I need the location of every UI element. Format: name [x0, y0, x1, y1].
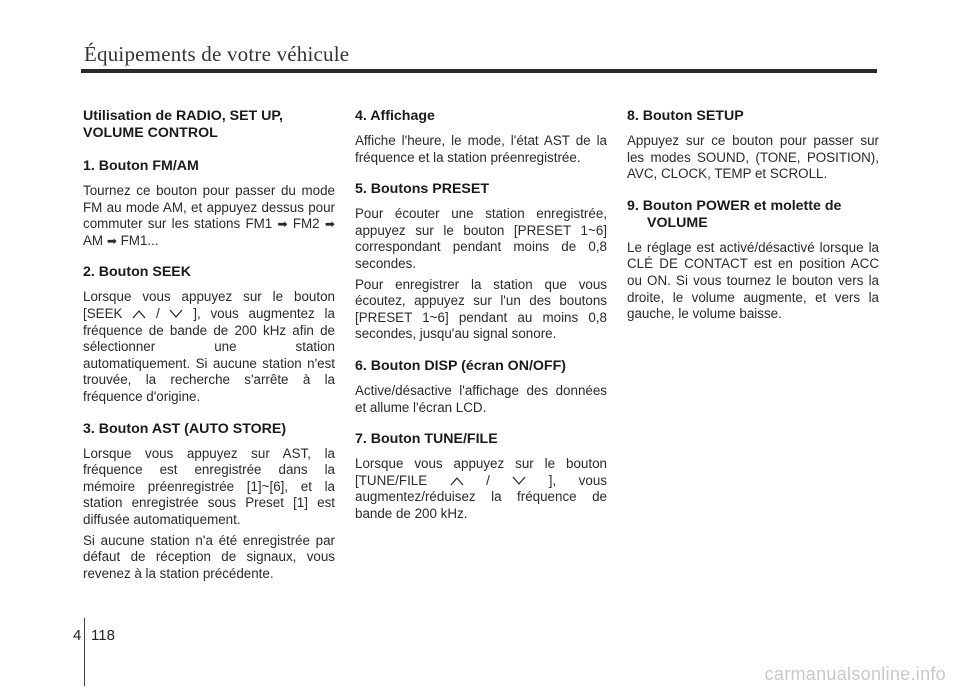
paragraph-disp: Active/désactive l'affichage des données et allume l'écran LCD.	[355, 382, 607, 415]
header-rule	[81, 69, 877, 73]
tune-text-c: ], vous augmentez/réduisez la fréquence de bande de 200 kHz.	[355, 472, 607, 521]
seek-text-a: Lorsque vous appuyez sur le bouton [SEEK	[83, 289, 335, 321]
section-tune	[355, 431, 607, 522]
power-title-line-1: 9. Bouton POWER et molette de	[627, 197, 842, 214]
watermark: carmanualsonline.info	[764, 664, 946, 684]
tune-text-a: Lorsque vous appuyez sur le bouton [TUNE/FILE	[355, 456, 607, 488]
paragraph-display: Affiche l'heure, le mode, l'état AST de la fréquence et la station préenregistrée.	[355, 133, 607, 165]
seek-slash: /	[155, 305, 160, 321]
section-setup	[627, 108, 879, 183]
paragraph-power: Le réglage est activé/désactivé lorsque la CLÉ DE CONTACT est en position ACC ou ON. Si vous tournez le bouton vers la droite, le volume augmente, et vers la gauche, le volume baisse.	[627, 239, 879, 322]
paragraph-fm-am	[83, 183, 335, 249]
footer-divider	[84, 618, 85, 686]
chevron-up-icon	[450, 476, 464, 486]
column-1	[83, 108, 335, 597]
power-title-line-2: VOLUME	[647, 214, 708, 231]
fm-am-text-d: FM1...	[120, 232, 159, 248]
paragraph-setup: Appuyez sur ce bouton pour passer sur les modes SOUND, (TONE, POSITION), AVC, CLOCK, TEMP et SCROLL.	[627, 133, 879, 182]
fm-am-text-a: Tournez ce bouton pour passer du mode FM au mode AM, et appuyez dessus pour commuter sur les stations FM1	[83, 183, 335, 232]
fm-am-text-b: FM2	[292, 216, 320, 232]
chevron-up-icon	[132, 309, 146, 319]
right-arrow-icon: ➡	[277, 217, 288, 232]
chapter-number: 4	[73, 627, 82, 644]
chevron-down-icon	[512, 476, 526, 486]
section-title-preset: 5. Boutons PRESET	[355, 181, 490, 198]
main-title-line-1: Utilisation de RADIO, SET UP,	[83, 108, 283, 124]
page-number: 118	[91, 627, 115, 644]
section-seek	[83, 264, 335, 405]
paragraph-tune	[355, 456, 607, 522]
paragraph-seek	[83, 289, 335, 405]
section-fm-am	[83, 158, 335, 249]
paragraph-preset-1: Pour écouter une station enregistrée, appuyez sur le bouton [PRESET 1~6] correspondant pendant moins de 0,8 secondes.	[355, 206, 607, 271]
section-preset	[355, 181, 607, 343]
column-3	[627, 108, 879, 338]
fm-am-text-c: AM	[83, 232, 104, 248]
chevron-down-icon	[169, 309, 183, 319]
section-title-seek: 2. Bouton SEEK	[83, 264, 191, 281]
paragraph-ast-1: Lorsque vous appuyez sur AST, la fréquence est enregistrée dans la mémoire préenregistrée [1]~[6], et la station enregistrée sous Preset [1] est diffusée automatiquement.	[83, 445, 335, 527]
section-title-fm-am: 1. Bouton FM/AM	[83, 158, 199, 174]
section-display	[355, 108, 607, 166]
tune-slash: /	[486, 472, 490, 488]
section-title-disp: 6. Bouton DISP (écran ON/OFF)	[355, 357, 566, 374]
main-section-title	[83, 108, 335, 142]
section-power	[627, 198, 879, 323]
section-disp	[355, 358, 607, 416]
seek-text-c: ], vous augmentez la fréquence de bande de 200 kHz afin de sélectionner une station automatiquement. Si aucune station n'est trouvée, la recherche s'arrête à la fréquence d'origine.	[83, 305, 335, 404]
main-title-line-2: VOLUME CONTROL	[83, 125, 218, 141]
paragraph-preset-2: Pour enregistrer la station que vous écoutez, appuyez sur l'un des boutons [PRESET 1~6] pendant au moins 0,8 secondes, jusqu'au signal sonore.	[355, 276, 607, 342]
section-title-ast: 3. Bouton AST (AUTO STORE)	[83, 420, 287, 437]
right-arrow-icon: ➡	[106, 233, 117, 248]
section-ast	[83, 421, 335, 583]
section-title-tune: 7. Bouton TUNE/FILE	[355, 431, 498, 448]
paragraph-ast-2: Si aucune station n'a été enregistrée par défaut de réception de signaux, vous revenez à la station précédente.	[83, 532, 335, 581]
section-title-setup: 8. Bouton SETUP	[627, 108, 744, 124]
column-2	[355, 108, 607, 538]
section-title-display: 4. Affichage	[355, 108, 435, 124]
page-header-title: Équipements de votre véhicule	[84, 42, 350, 66]
section-title-power	[627, 198, 879, 232]
right-arrow-icon: ➡	[324, 217, 335, 232]
